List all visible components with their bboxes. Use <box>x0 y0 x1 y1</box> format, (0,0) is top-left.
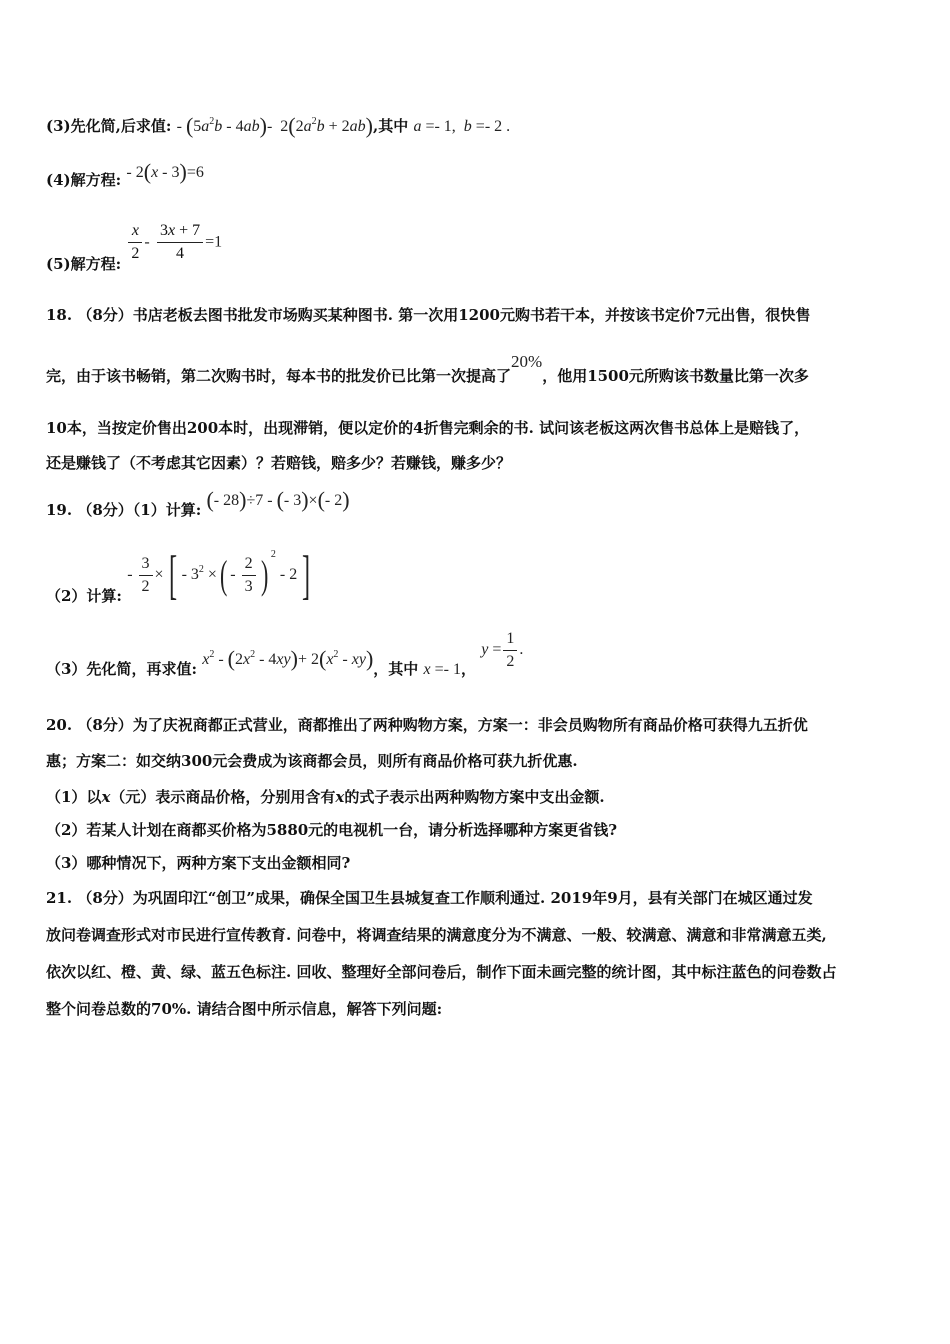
q17-part5: (5)解方程: $\frac{x}{2}$ - $\frac{3x + 7}{4}$ =1 <box>46 222 223 273</box>
q18-line1: 18. （8分）书店老板去图书批发市场购买某种图书. 第一次用1200元购书若干本，并按该书定价7元出售，很快售 <box>46 306 811 324</box>
q17-part3 <box>46 112 510 137</box>
q18-percentage: 20% <box>511 352 543 371</box>
q19-part3-y-value: y = $\frac{1}{2}$ . <box>481 630 524 670</box>
q17-part4 <box>46 159 204 191</box>
q20-line2: 惠；方案二：如交纳300元会费成为该商都会员，则所有商品价格可获九折优惠. <box>46 752 578 770</box>
q20-sub1 <box>46 787 605 807</box>
q18-line2-text-b: ，他用1500元所购该书数量比第一次多 <box>542 367 809 385</box>
q19-part2 <box>46 545 315 606</box>
q17-part3-label: (3)先化简,后求值: <box>46 117 172 135</box>
q19-part3-separator: ， <box>461 660 477 679</box>
fraction-x-over-2: $\frac{x}{2}$ <box>128 222 142 263</box>
q18-line2 <box>46 352 809 386</box>
q18-line2-text-a: 完，由于该书畅销，第二次购书时，每本书的批发价已比第一次提高了 <box>46 367 512 385</box>
q18-line4: 还是赚钱了（不考虑其它因素）？若赔钱，赔多少？若赚钱，赚多少？ <box>46 454 512 472</box>
q20-sub1-text-a: （1）以 <box>46 788 102 806</box>
q20-sub1-text-c: 的式子表示出两种购物方案中支出金额. <box>344 788 605 806</box>
q17-part4-label: (4)解方程: <box>46 171 122 189</box>
q21-line2: 放问卷调查形式对市民进行宣传教育. 问卷中，将调查结果的满意度分为不满意、一般、较满意、满意和非常满意五类, <box>46 926 827 944</box>
q17-part3-values: a =- 1, b =- 2 . <box>413 118 511 135</box>
var-x: x <box>101 788 111 806</box>
q17-part3-expression: - $(5a^2b - 4ab)-$ $2(2a^2b + 2ab)$ <box>176 113 373 138</box>
q19-part3-where: ，其中 <box>373 660 419 679</box>
q19-part2-expression: - $\frac{3}{2}$ ×[ - $3^2$ ×( - $\frac{2}{3}$ ) $^2$ - 2] <box>127 545 311 606</box>
q21-line4: 整个问卷总数的70%. 请结合图中所示信息，解答下列问题: <box>46 1000 443 1018</box>
var-x: x <box>335 788 345 806</box>
q21-line1: 21. （8分）为巩固印江“创卫”成果，确保全国卫生县城复查工作顺利通过. 2019年9月，县有关部门在城区通过发 <box>46 889 813 907</box>
q19-part3-label: （3）先化简，再求值: <box>46 660 197 679</box>
q20-line1: 20. （8分）为了庆祝商都正式营业，商都推出了两种购物方案，方案一：非会员购物所有商品价格可获得九五折优 <box>46 716 808 734</box>
q19-part1 <box>46 487 350 521</box>
q21-line3: 依次以红、橙、黄、绿、蓝五色标注. 回收、整理好全部问卷后，制作下面未画完整的统计图，其中标注蓝色的问卷数占 <box>46 963 837 981</box>
q19-part2-label: （2）计算: <box>46 587 122 605</box>
q18-line3: 10本，当按定价售出200本时，出现滞销，便以定价的4折售完剩余的书. 试问该老板这两次售书总体上是赔钱了， <box>46 419 810 437</box>
q17-part4-equation: - 2(x - 3)=6 <box>126 159 204 184</box>
q17-part3-where: ,其中 <box>372 117 409 135</box>
q20-sub1-text-b: （元）表示商品价格，分别用含有 <box>110 788 336 806</box>
q19-part3-expression: $x^2 - (2x^2 - 4xy)+ 2(x^2 - xy)$ <box>202 646 374 672</box>
q17-part5-label: (5)解方程: <box>46 254 122 273</box>
q19-part3-x-value: x =- 1 <box>423 661 461 679</box>
q19-part3 <box>46 630 524 679</box>
q20-sub3: （3）哪种情况下，两种方案下支出金额相同? <box>46 854 351 872</box>
q20-sub2: （2）若某人计划在商都买价格为5880元的电视机一台，请分析选择哪种方案更省钱? <box>46 821 617 839</box>
fraction-3x-plus-7-over-4: $\frac{3x + 7}{4}$ <box>157 222 203 263</box>
q19-part1-label: 19. （8分）（1）计算: <box>46 501 202 519</box>
q19-part1-expression: (- 28)÷7 - (- 3)×(- 2) <box>206 487 350 512</box>
